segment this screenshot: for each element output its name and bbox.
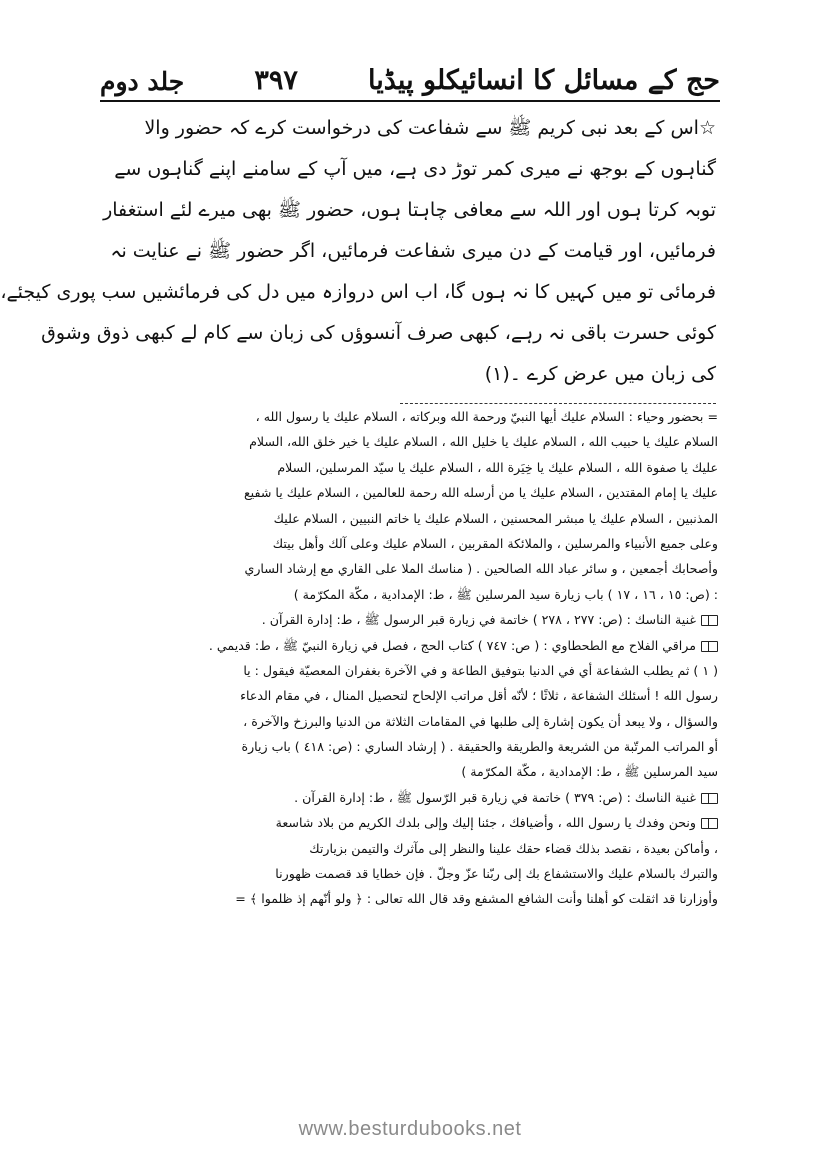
footnote-line — [102, 633, 718, 658]
footnote-text: سيد المرسلين ﷺ ، ط: الإمدادية ، مكّة المكرّمة ) — [461, 764, 718, 780]
main-text-line: توبہ کرتا ہوں اور اللہ سے معافی چاہتا ہوں، حضور ﷺ بھی میرے لئے استغفار — [103, 199, 716, 221]
footnote-line — [102, 556, 718, 581]
footnote-text: المذنبين ، السلام عليك يا مبشر المحسنين ، السلام عليك يا خاتم النبيين ، السلام عليك — [273, 510, 718, 526]
footnote-text: ونحن وفدك يا رسول الله ، وأضيافك ، جئنا إليك وإلى بلدك الكريم من بلاد شاسعة — [275, 815, 696, 831]
footnote-text: : (ص: ١٥ ، ١٦ ، ١٧ ) باب زيارة سيد المرسلين ﷺ ، ط: الإمدادية ، مكّة المكرّمة ) — [293, 586, 718, 602]
footnote-text: أو المراتب المرتّبة من الشريعة والطريقة والحقيقة . ( إرشاد الساري : (ص: ٤١٨ ) باب زيارة — [241, 739, 718, 755]
page-number: ۳۹۷ — [254, 65, 298, 96]
footnotes — [102, 404, 718, 912]
footnote-text: رسول الله ! أسئلك الشفاعة ، ثلاثًا ؛ لأنّه أقل مراتب الإلحاح لتحصيل المنال ، في مقام الدعاء — [240, 688, 718, 704]
book-icon — [701, 615, 718, 626]
footnote-text: ( ١ ) ثم يطلب الشفاعة أي في الدنيا بتوفيق الطاعة و في الآخرة بغفران المعصيّة فيقول : يا — [243, 662, 718, 678]
footnote-text: ، وأماكن بعيدة ، نقصد بذلك قضاء حقك علينا والنظر إلى مآثرك والتيمن بزيارتك — [309, 840, 718, 856]
footnote-line — [102, 429, 718, 454]
footnote-text: عليك يا إمام المقتدين ، السلام عليك يا من أرسله الله رحمة للعالمين ، السلام عليك يا شفيع — [243, 485, 718, 501]
footnote-line — [102, 861, 718, 886]
main-text-line: کی زبان میں عرض کرے ۔(۱) — [484, 363, 716, 385]
main-text-line: فرمائی تو میں کہیں کا نہ ہوں گا، اب اس دروازہ میں دل کی فرمائشیں سب پوری کیجئے، — [0, 281, 716, 303]
footnote-line — [102, 683, 718, 708]
footnote-text: = بحضور وحياء : السلام عليك أيها النبيّ ورحمة الله وبركاته ، السلام عليك يا رسول الله ، — [255, 409, 718, 424]
footnote-line — [102, 582, 718, 607]
main-text — [0, 108, 716, 395]
footnote-line — [102, 886, 718, 911]
footnote-line — [102, 480, 718, 505]
main-text-line: ☆اس کے بعد نبی کریم ﷺ سے شفاعت کی درخواست کرے کہ حضور والا — [144, 117, 716, 139]
footnote-line — [102, 404, 718, 429]
footnote-line — [102, 734, 718, 759]
volume-label: جلد دوم — [100, 67, 185, 96]
main-text-line: فرمائیں، اور قیامت کے دن میری شفاعت فرمائیں، اگر حضور ﷺ نے عنایت نہ — [110, 240, 716, 262]
footnote-text: والسؤال ، ولا يبعد أن يكون إشارة إلى طلبها في المقامات الثلاثة من الدنيا والبرزخ والآخرة ، — [243, 713, 718, 729]
main-text-line: گناہوں کے بوجھ نے میری کمر توڑ دی ہے، میں آپ کے سامنے اپنے گناہوں سے — [114, 158, 716, 180]
main-text-line: کوئی حسرت باقی نہ رہے، کبھی صرف آنسوؤں کی زبان سے کام لے کبھی ذوق وشوق — [41, 322, 716, 344]
footnote-text: غنية الناسك : (ص: ٣٧٩ ) خاتمة في زيارة قبر الرّسول ﷺ ، ط: إدارة القرآن . — [294, 789, 696, 805]
footnote-line — [102, 709, 718, 734]
footnote-line — [102, 810, 718, 835]
footnote-text: غنية الناسك : (ص: ٢٧٧ ، ٢٧٨ ) خاتمة في زيارة قبر الرسول ﷺ ، ط: إدارة القرآن . — [261, 612, 696, 628]
footnote-text: مراقي الفلاح مع الطحطاوي : ( ص: ٧٤٧ ) كتاب الحج ، فصل في زيارة النبيّ ﷺ ، ط: قديمي . — [208, 637, 696, 653]
footnote-line — [102, 455, 718, 480]
book-icon — [701, 818, 718, 829]
footnote-line — [102, 607, 718, 632]
footnote-text: السلام عليك يا حبيب الله ، السلام عليك يا خليل الله ، السلام عليك يا خير خلق الله، السلام — [249, 434, 718, 450]
footnote-line — [102, 759, 718, 784]
footnote-line — [102, 531, 718, 556]
footnote-text: وأوزارنا قد اثقلت كو أهلنا وأنت الشافع المشفع وقد قال الله تعالى : ﴿ ولو أنّهم إذ ظلموا ﴾ = — [235, 891, 718, 907]
page-header — [100, 40, 720, 96]
footnote-text: عليك يا صفوة الله ، السلام عليك يا خِيَرة الله ، السلام عليك يا سيّد المرسلين، السلام — [277, 459, 718, 475]
book-icon — [701, 641, 718, 652]
footnote-line — [102, 658, 718, 683]
book-icon — [701, 793, 718, 804]
footnote-text: والتبرك بالسلام عليك والاستشفاع بك إلى ربّنا عزّ وجلّ . فإن خطايا قد قصمت ظهورنا — [275, 866, 718, 882]
footnote-line — [102, 506, 718, 531]
header-rule — [100, 100, 720, 102]
footnote-text: وعلى جميع الأنبياء والمرسلين ، والملائكة المقربين ، السلام عليك وعلى آلك وأهل بيتك — [272, 535, 718, 551]
footnote-text: وأصحابك أجمعين ، و سائر عباد الله الصالحين . ( مناسك الملا على القاري مع إرشاد الساري — [244, 561, 718, 577]
footnote-line — [102, 785, 718, 810]
book-title: حج کے مسائل کا انسائیکلو پیڈیا — [368, 65, 720, 96]
footnote-line — [102, 836, 718, 861]
watermark-url: www.besturdubooks.net — [298, 1118, 522, 1140]
